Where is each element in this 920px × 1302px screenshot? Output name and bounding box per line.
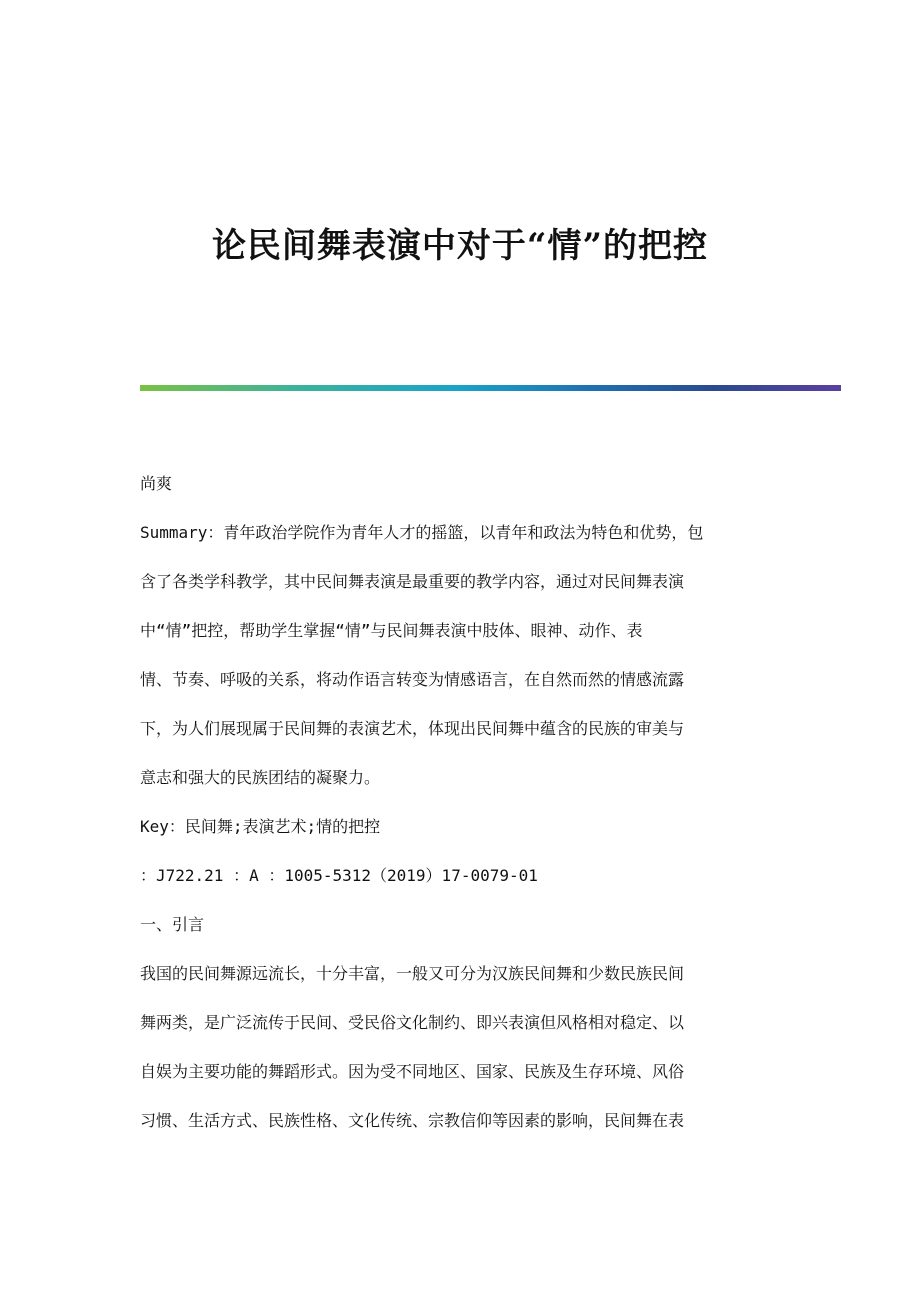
body-line: 习惯、生活方式、民族性格、文化传统、宗教信仰等因素的影响，民间舞在表 — [140, 1111, 685, 1130]
summary-line: Summary：青年政治学院作为青年人才的摇篮，以青年和政法为特色和优势，包 — [140, 523, 704, 542]
document-title: 论民间舞表演中对于“情”的把控 — [211, 226, 709, 266]
summary-line: 意志和强大的民族团结的凝聚力。 — [140, 768, 381, 787]
body-line: 舞两类，是广泛流传于民间、受民俗文化制约、即兴表演但风格相对稳定、以 — [140, 1013, 685, 1032]
document-body — [140, 470, 780, 1156]
section-heading: 一、引言 — [140, 915, 205, 934]
summary-line: 中“情”把控，帮助学生掌握“情”与民间舞表演中肢体、眼神、动作、表 — [140, 621, 643, 640]
title-divider-rule — [140, 385, 841, 391]
keywords-line: Key：民间舞;表演艺术;情的把控 — [140, 817, 381, 836]
body-paragraph — [140, 960, 780, 1156]
summary-line: 含了各类学科教学，其中民间舞表演是最重要的教学内容，通过对民间舞表演 — [140, 572, 685, 591]
classification-line: ：J722.21 ：A ：1005-5312（2019）17-0079-01 — [140, 866, 538, 885]
body-line: 我国的民间舞源远流长，十分丰富，一般又可分为汉族民间舞和少数民族民间 — [140, 964, 685, 983]
summary-paragraph — [140, 519, 780, 813]
summary-line: 下，为人们展现属于民间舞的表演艺术，体现出民间舞中蕴含的民族的审美与 — [140, 719, 685, 738]
body-line: 自娱为主要功能的舞蹈形式。因为受不同地区、国家、民族及生存环境、风俗 — [140, 1062, 685, 1081]
author-name: 尚爽 — [140, 474, 173, 493]
summary-line: 情、节奏、呼吸的关系，将动作语言转变为情感语言，在自然而然的情感流露 — [140, 670, 685, 689]
